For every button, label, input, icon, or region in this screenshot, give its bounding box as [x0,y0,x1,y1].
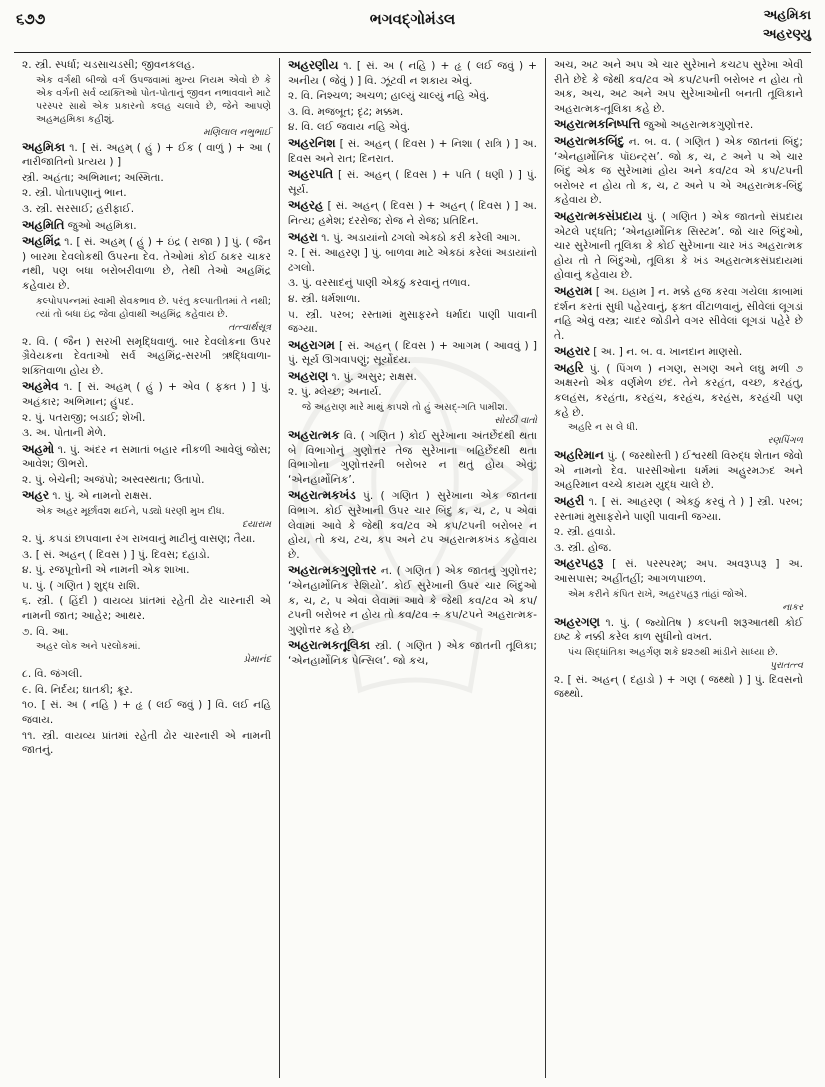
definition-text: અચ, અટ અને અપ એ ચાર સુરેખાને કચટપ સુરેખા એવી રીતે છેદે કે જેથી કવ/ટવ એ કપ/ટપની બરોબર ન હોય તો અક, અચ, અટ અને અપ સુરેખાઓની બનતી તૂલિકાને અહરાત્મક-તૂલિકા કહે છે. [554,59,803,115]
definition-text: ૧. [ સં. અહમ્ ( હું ) + ઇંદ્ર ( રાજા ) ] પું. ( જૈન ) બારમા દેવલોકથી ઉપરના દેવ. તેઓમાં કોઈ ઠાકર ચાકર નથી, પણ બધા બરોબરીવાળા છે, તેથી તેઓ અહમિંદ્ર કહેવાય છે. [22,236,271,292]
headword: અહરા [288,229,318,244]
headword: અહમો [22,441,55,456]
definition-text: ૫. પું. ( ગણિત ) શુદ્ધ રાશિ. [22,579,140,592]
headword: અહરાત્મકતૂલિકા [288,638,371,653]
entry-sense [22,411,271,426]
definition-text: [ સં. અહન્ ( દિવસ ) + નિશા ( રાત્રિ ) ] અ. દિવસ અને રાત; દિનરાત. [288,137,537,165]
definition-text: ૧. [ સં. અહમ્ ( હું ) + એવ ( ફક્ત ) ] પું. અહંકાર; અભિમાન; હુંપદ. [22,381,271,408]
dictionary-entry [554,284,803,343]
definition-text: પું. ( ગણિત ) સુરેખાના એક જાતના વિભાગ. કોઈ સુરેખાની ઉપર ચાર બિંદુ ક, ચ, ટ, પ એવાં લેવામાં આવે કે જેથી કવ/ટવ એ કપ/ટપની બરોબર ન હોય, તો કચ, ટચ, કપ અને ટપ અહરાત્મકખંડ કહેવાય છે. [288,490,537,561]
entry-sense [22,579,271,594]
headword: અહરાર [554,344,590,359]
quote-text: એમ કરીને કંપિત રાખે, અહરપહરૂ તાંહાં જોએ. [568,588,748,600]
headword: અહરાત્મકનિષ્પત્તિ [554,117,641,132]
quote-source: મણિલાલ નભુભાઈ [203,126,271,138]
dictionary-entry [288,369,537,385]
quote-source: તત્ત્વાર્થસૂત્ર [228,321,271,333]
entry-sense [288,276,537,291]
citation-quote [554,421,803,447]
definition-text: પું. ( પિંગળ ) નગણ, સગણ અને લઘુ મળી ૭ અક્ષરનો એક વર્ણમેળ છંદ. તેને કરહંત, વચ્છ, કરહંતુ, કલહંસ, કરહંતા, કરહંચ, કરહંચ, કરહંસ, કરહંચી પણ કહે છે. [554,362,803,419]
page-title: ભગવદ્ગોમંડલ [369,10,456,28]
entry-sense [22,625,271,640]
dictionary-entry [22,488,271,504]
definition-text: ૨. સ્ત્રી. સ્પર્ધા; ચડસાચડસી; જીવનકલહ. [22,59,195,71]
entry-sense [288,89,537,104]
dictionary-entry [554,361,803,420]
entry-sense [22,698,271,727]
definition-text: ૨. પું. બેચેની; અજંપો; અસ્વસ્થતા; ઉતાપો. [22,473,205,486]
definition-text: ૮. વિ. જંગલી. [22,668,83,681]
dictionary-entry [288,338,537,368]
definition-text: [ સં. અહન્ ( દિવસ ) + આગમ ( આવવું ) ] પું. સૂર્ય ઊગવાપણું; સૂર્યોદય. [288,339,537,367]
entry-sense [22,186,271,201]
quote-source: સોરઠી વાતો [494,415,537,427]
dictionary-entry [288,136,537,166]
entry-sense [22,426,271,441]
definition-text: પું. ( જરથોસ્તી ) ઈશ્વરથી વિરુદ્ધ શેતાન જેવો એ નામનો દેવ. પારસીઓના ધર્મમાં અહુરમઝ્દ અને અહરિમાન વચ્ચે કાયમ યુદ્ધ ચાલે છે. [554,450,803,492]
definition-text: ૫. સ્ત્રી. પરબ; રસ્તામાં મુસાફરને ધર્માદા પાણી પાવાની જગ્યા. [288,308,537,336]
definition-text: ૧૦. [ સં. અ ( નહિ ) + હૃ ( લઈ જવું ) ] વિ. લઈ નહિ જવાય. [22,699,271,726]
headword: અહમિતિ [22,217,65,232]
header-rule [14,52,811,53]
guide-word-last: અહરણ્યુ [762,27,811,42]
quote-text: કલ્પોપપન્નમાં સ્વામી સેવકભાવ છે. પરંતુ કલ્પાતીતમાં તે નથી; ત્યાં તો બધા ઇંદ્ર જેવા હોવાથી અહમિંદ્ર કહેવાય છે. [36,295,271,320]
dictionary-entry [288,58,537,88]
headword: અહરાત્મકખંડ [288,488,356,503]
definition-text: ૪. વિ. લઈ જવાય નહિ એવું. [288,121,411,134]
definition-text: ૨. સ્ત્રી. પોતાપણાનું ભાન. [22,187,127,200]
definition-text: ૩. [ સં. અહન્ ( દિવસ ) ] પું. દિવસ; દહાડો. [22,548,210,561]
quote-text: એક અહર મૂર્છાવશ થઈને, પડ્યો ધરણી મુખ દીધ. [36,506,225,518]
entry-sense [288,385,537,400]
entry-sense [22,202,271,217]
dictionary-entry [554,448,803,493]
headword: અહરપહરૂ [554,556,604,571]
headword: અહરિમાન [554,448,604,463]
definition-text: ૨. પું. મ્લેચ્છ; અનાર્ય. [288,386,382,399]
entry-sense [554,541,803,556]
definition-text: ૩. પું. વરસાદનું પાણી એકઠું કરવાનું તળાવ. [288,277,471,290]
headword: અહરાગમ [288,337,335,352]
dictionary-entry [288,563,537,637]
definition-text: વિ. ( ગણિત ) કોઈ સુરેખાના અંતર્છેદથી થતા બે વિભાગોનું ગુણોત્તર તેજ સુરેખાના બહિર્છેદથી થતા વિભાગોના ગુણોત્તરની બરોબર ન થતું હોય એવું; ‘એનહાર્મોનિક’. [288,430,537,486]
quote-text: પંચ સિદ્ધાંતિકા અહર્ગણ શકે ૪૨૭થી માંડીને સાધ્યા છે. [568,646,779,658]
dictionary-entry [288,230,537,246]
citation-quote [22,505,271,531]
dictionary-entry [288,428,537,487]
dictionary-entry [22,218,271,234]
entry-sense [22,532,271,547]
definition-text: ૨. પું. પતરાજી; બડાઈ; શેખી. [22,411,146,424]
definition-text: ૧. પું. અંદર ન સમાતાં બહાર નીકળી આવેલું જોસ; આવેશ; ઊભરો. [22,443,271,471]
headword: અહરાત્મકગુણોત્તર [288,563,377,578]
definition-text: ૪. પું. રજપૂતોની એ નામની એક શાખા. [22,564,190,577]
definition-text: ૪. સ્ત્રી. ધર્મશાળા. [288,292,361,305]
headword: અહર [22,488,49,503]
column-middle [279,58,545,1078]
definition-text: [ અ. ઇહ્રામ ] ન. મક્કે હજ કરવા ગયેલા કાબામાં દર્શન કરતાં સુધી પહેરવાનું, ફક્ત વીંટાળવાનું, સીવેલાં લૂગડાં નહિ એવું વસ્ત્ર; ચાદર જોડીને વગર સીવેલાં લૂગડાં પહેરે છે તે. [554,285,804,342]
definition-text: [ સં. પરસ્પરમ્; અપ. અવરૂપ્પરૂ ] અ. આસપાસ; અહીંતહીં; આગળપાછળ. [554,558,803,585]
entry-sense [22,473,271,488]
dictionary-entry [554,556,803,586]
dictionary-entry [288,167,537,197]
entry-sense [288,120,537,135]
definition-text: ૨. [ સં. અહન્ ( દહાડો ) + ગણ ( જથ્થો ) ] પું. દિવસનો જથ્થો. [554,673,803,701]
quote-source: દયારામ [242,519,271,531]
definition-text: ૩. વિ. મજબૂત; દૃઢ; મક્કમ. [288,105,404,118]
definition-text: ૨. [ સં. આહરણ ] પું. બાળવા માટે એકઠાં કરેલાં અડાયાંનો ઢગલો. [288,247,537,274]
entry-sense [22,729,271,758]
headword: અહરામ [554,283,593,298]
citation-quote [554,588,803,614]
headword: અહરાણ [288,368,329,383]
entry-sense [22,58,271,73]
quote-source: પુરાતત્ત્વ [769,659,803,671]
page-number: ૬૭૭ [16,10,46,28]
dictionary-entry [554,209,803,283]
definition-text: ૧. [ સં. આહરણ ( એકઠું કરવું તે ) ] સ્ત્રી. પરબ; રસ્તામાં મુસાફરોને પાણી પાવાની જગ્યા. [554,496,804,523]
entry-sense [288,105,537,120]
entry-sense [288,308,537,337]
dictionary-entry [22,379,271,409]
definition-text: ન. ( ગણિત ) એક જાતનું ગુણોત્તર; ‘એનહાર્મોનિક રેશિયો’. કોઈ સુરેખાની ઉપર ચાર બિંદુઓ ક, ચ, ટ, પ એવાં લેવામાં આવે કે જેથી કવ/ટવ એ કપ/ટપની બરોબર ન હોય તો કવ/ટવ ÷ કપ/ટપને અહરાત્મક-ગુણોત્તર કહે છે. [288,565,537,636]
definition-text: [ સં. અહન્ ( દિવસ ) + પતિ ( ધણી ) ] પું. સૂર્ય. [288,169,537,196]
column-right [545,58,811,1078]
definition-text: પું. ( ગણિત ) એક જાતનો સંપ્રદાય એટલે પદ્ધતિ; ‘એનહાર્મોનિક સિસ્ટમ’. જો ચાર બિંદુઓ, ચાર સુરેખાની તૂલિકા કે કોઈ સુરેખાના ચાર ખંડ અહરાત્મક હોય તો તે બિંદુઓ, તૂલિકા કે ખંડ અહરાત્મકસંપ્રદાયમાં હોવાનું કહેવાય છે. [554,210,803,282]
dictionary-entry [22,442,271,472]
entry-sense [288,292,537,307]
entry-sense [22,683,271,698]
definition-text: ૩. સ્ત્રી. હોજ. [554,541,612,554]
column-left [14,58,279,1078]
definition-text: જુઓ અહમિકા. [67,219,137,232]
definition-text: [ સં. અહન્ ( દિવસ ) + અહન્ ( દિવસ ) ] અ. નિત્ય; હમેશ; દરરોજ; રોજ ને રોજ; પ્રતિદિન. [288,200,537,227]
entry-sense [288,246,537,275]
definition-text: સ્ત્રી. ( ગણિત ) એક જાતની તૂલિકા; ‘એનહાર્મોનિક પેન્સિલ’. જો કચ, [288,640,537,667]
headword: અહરી [554,494,585,509]
definition-text: ૧. પું. ( જ્યોતિષ ) કલ્પની શરૂઆતથી કોઈ ઇષ્ટ કે નક્કી કરેલ કાળ સુધીનો વખત. [554,616,803,644]
page-header [0,0,825,50]
entry-sense [22,667,271,682]
quote-text: એક વર્ગથી બીજો વર્ગ ઉપજવામાં મુખ્ય નિયમ એવો છે કે એક વર્ગની સર્વ વ્યક્તિઓ પોત-પોતાનું જીવન નભાવવાને માટે પરસ્પર સાથે એક પ્રકારનો કલહ ચલાવે છે, જેને આપણે અહમહમિકા કહીશું. [36,74,271,125]
headword: અહમિકા [22,139,66,154]
headword: અહરહ [288,198,324,213]
quote-source: પ્રેમાનંદ [243,654,271,666]
quote-text: જે અહરાણ મારે માથું કાપશે તો હું અસદ્-ગતિ પામીશ. [302,402,508,414]
guide-word-first: અહમિકા [763,8,811,23]
definition-text: ન. બ. વ. ( ગણિત ) એક જાતનાં બિંદુ; ‘એનહાર્મોનિક પૉઇન્ટ્સ’. જો ક, ચ, ટ અને પ એ ચાર બિંદુ એક જ સુરેખામાં હોય અને કવ/ટવ એ કપ/ટપની બરોબર ન હોય તો ક, ચ, ટ અને પ એ અહરાત્મક-બિંદુ કહેવાય છે. [554,135,803,207]
dictionary-columns [14,58,811,1078]
dictionary-entry [554,494,803,524]
dictionary-entry [288,638,537,668]
definition-text: ૨. પું. કપડાં છાપવાના રંગ રાખવાનું માટીનું વાસણ; તૈયા. [22,533,256,546]
headword: અહરિ [554,360,584,375]
definition-text: [ અ. ] ન. બ. વ. ખાનદાન માણસો. [593,346,743,359]
quote-text: અહર લોક અને પરલોકમાં. [36,641,141,653]
definition-text: ૩. અ. પોતાની મેળે. [22,427,107,440]
entry-sense [554,525,803,540]
quote-source: રણપિંગળ [767,435,803,447]
dictionary-entry [554,344,803,360]
dictionary-entry [554,615,803,645]
dictionary-entry [22,234,271,293]
definition-text: સ્ત્રી. અહંતા; અભિમાન; અસ્મિતા. [22,171,164,184]
citation-quote [22,295,271,334]
definition-text: ૬. સ્ત્રી. ( હિંદી ) વાયવ્ય પ્રાંતમાં રહેતી ઢોર ચારનારી એ નામની જાત; આહેર; આથર. [22,595,271,623]
entry-sense [554,673,803,702]
definition-text: ૨. વિ. નિશ્ચળ; અચળ; હાલ્યું ચાલ્યું નહિ એવું. [288,90,490,103]
citation-quote [288,401,537,427]
dictionary-entry [288,198,537,228]
dictionary-entry [22,140,271,170]
definition-text: ૨. વિ. ( જૈન ) સરખી સમૃદ્ધિવાળું. બાર દેવલોકના ઉપર ગ્રૈવેયકના દેવતાઓ સર્વ અહમિંદ્ર-સરખી ઋદ્ધિવાળા-શક્તિવાળા હોય છે. [22,335,271,377]
citation-quote [22,74,271,139]
definition-text: ૭. વિ. આ. [22,625,69,638]
definition-text: ૧. પું. એ નામનો રાક્ષસ. [52,490,152,503]
headword: અહરગણ [554,614,600,629]
entry-sense [22,548,271,563]
headword: અહરપતિ [288,167,334,182]
definition-text: ૧. [ સં. અહમ્ ( હું ) + ઈક ( વાળું ) + આ ( નારીજાતિનો પ્રત્યય ) ] [22,141,271,169]
headword: અહરાત્મકબિંદુ [554,133,625,148]
definition-text: ૧. પું. અસુર; રાક્ષસ. [331,370,417,383]
definition-text: ૧૧. સ્ત્રી. વાયવ્ય પ્રાંતમાં રહેતી ઢોર ચારનારી એ નામની જાતનું. [22,729,271,757]
definition-text: ૨. સ્ત્રી. હવાડો. [554,526,616,539]
definition-text: જુઓ અહરાત્મકગુણોત્તર. [643,119,754,132]
entry-sense [22,335,271,379]
quote-text: અહરિ ન સ લે ધી. [568,422,638,434]
headword: અહમેવ [22,379,59,394]
definition-text: ૯. વિ. નિર્દય; ઘાતકી; ક્રૂર. [22,683,133,696]
dictionary-entry [554,134,803,208]
definition-text: ૩. સ્ત્રી. સરસાઈ; હરીફાઈ. [22,202,135,215]
headword: અહમિંદ્ર [22,234,61,249]
entry-sense [554,58,803,116]
headword: અહરનિશ [288,135,336,150]
quote-source: નાકર [782,601,803,613]
entry-sense [22,563,271,578]
headword: અહરાત્મકસંપ્રદાય [554,208,642,223]
entry-sense [22,171,271,186]
dictionary-entry [288,488,537,562]
citation-quote [554,646,803,672]
citation-quote [22,640,271,666]
dictionary-entry [554,117,803,133]
entry-sense [22,594,271,623]
headword: અહરાત્મક [288,428,340,443]
definition-text: ૧. પું. અડાયાંનો ઢગલો એકઠો કરી કરેલી આગ. [321,231,521,244]
definition-text: ૧. [ સં. અ ( નહિ ) + હૃ ( લઈ જવું ) + અનીય ( જેવું ) ] વિ. ઝૂંટવી ન શકાય એવું. [288,60,537,87]
headword: અહરણીય [288,58,339,72]
